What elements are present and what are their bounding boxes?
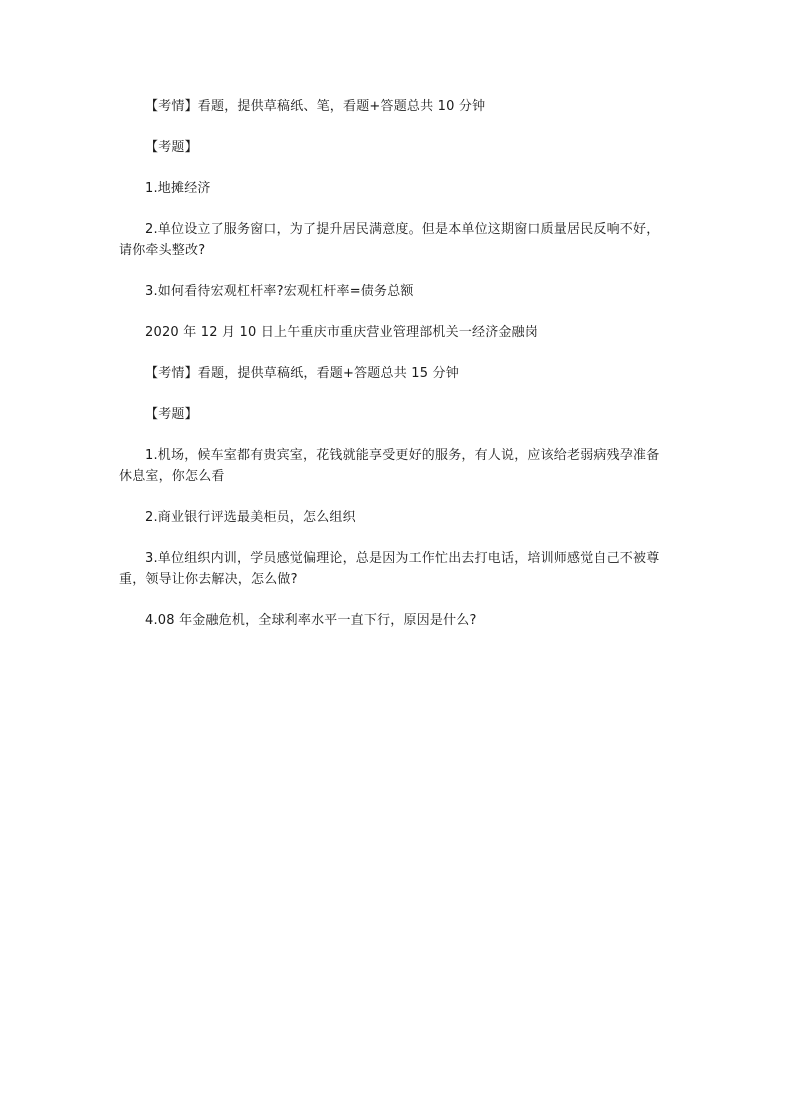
- question-item-2-2: 2.商业银行评选最美柜员，怎么组织: [145, 510, 356, 525]
- exam-situation-paragraph-1: 【考情】看题，提供草稿纸、笔，看题+答题总共 10 分钟: [145, 99, 486, 114]
- question-item-1-1: 1.地摊经济: [145, 181, 211, 196]
- section-title-chongqing: 2020 年 12 月 10 日上午重庆市重庆营业管理部机关一经济金融岗: [145, 325, 539, 340]
- question-item-2-1: 1.机场，候车室都有贵宾室，花钱就能享受更好的服务，有人说，应该给老弱病残孕准备休息室，你怎么看: [119, 448, 660, 484]
- document-body: [119, 96, 667, 631]
- question-item-2-3: 3.单位组织内训，学员感觉偏理论，总是因为工作忙出去打电话，培训师感觉自己不被尊重，领导让你去解决，怎么做?: [119, 551, 660, 587]
- question-item-1-2: 2.单位设立了服务窗口，为了提升居民满意度。但是本单位这期窗口质量居民反响不好，请你牵头整改?: [119, 222, 660, 258]
- exam-situation-paragraph-2: 【考情】看题，提供草稿纸，看题+答题总共 15 分钟: [145, 366, 459, 381]
- exam-questions-heading-1: 【考题】: [145, 140, 198, 155]
- exam-questions-heading-2: 【考题】: [145, 407, 198, 422]
- question-item-1-3: 3.如何看待宏观杠杆率?宏观杠杆率=债务总额: [145, 284, 414, 299]
- question-item-2-4: 4.08 年金融危机，全球利率水平一直下行，原因是什么?: [145, 613, 477, 628]
